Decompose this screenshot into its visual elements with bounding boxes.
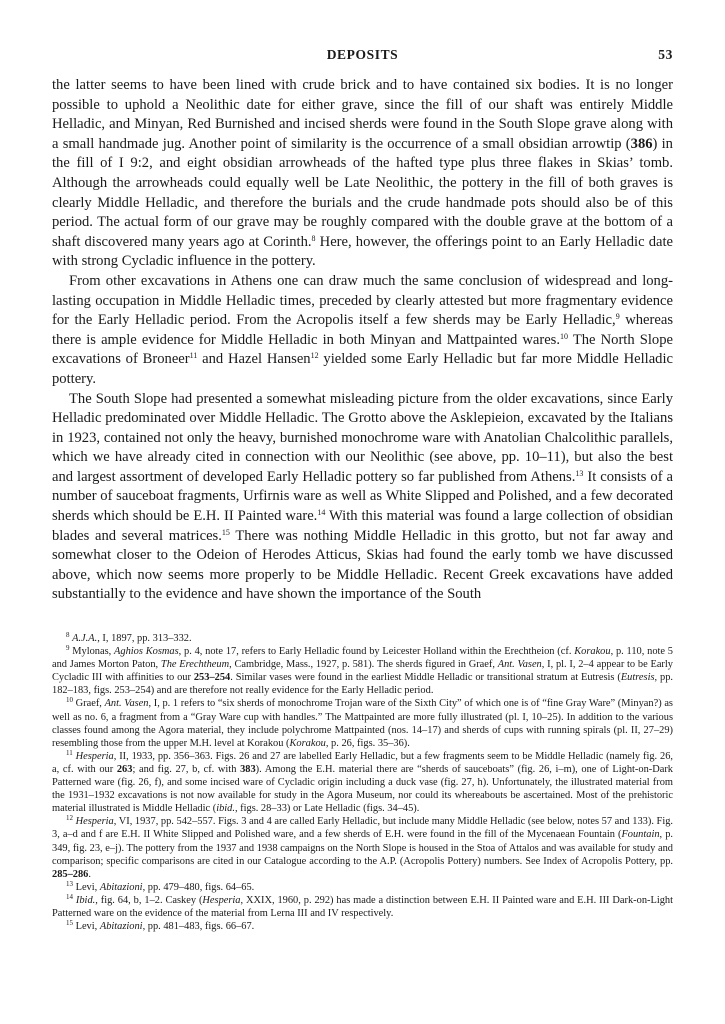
- bold-text: 263: [116, 763, 133, 775]
- text-run: , p. 110, note 5 and James Morton Paton,: [52, 646, 673, 671]
- text-run: , figs. 28–33) or Late Helladic (figs. 34–45).: [234, 803, 420, 815]
- footnote-ref: 15: [221, 527, 230, 537]
- italic-text: A.J.A.: [72, 633, 98, 644]
- text-run: , Cambridge, Mass., 1927, p. 581). The sherds figured in Graef,: [229, 659, 498, 671]
- italic-text: Fountain: [621, 829, 660, 841]
- italic-text: Aghios Kosmas: [114, 646, 179, 658]
- page-number: 53: [658, 47, 673, 62]
- footnote: [52, 632, 673, 645]
- footnote-ref: 15: [66, 919, 73, 928]
- footnote-ref: 14: [317, 508, 326, 518]
- bold-text: 383: [240, 763, 256, 775]
- footnote-ref: 11: [66, 748, 73, 757]
- italic-text: Hesperia: [75, 816, 114, 828]
- paragraph: [52, 390, 673, 606]
- italic-text: Ibid.: [75, 894, 96, 906]
- footnote-ref: 9: [66, 644, 70, 653]
- footnote: [52, 920, 673, 933]
- text-run: , pp. 481–483, figs. 66–67.: [142, 921, 255, 933]
- paragraph: [52, 272, 673, 390]
- italic-text: Korakou: [574, 646, 611, 658]
- text-run: ) in the fill of I 9:2, and eight obsidian arrowheads of the hafted type plus three flakes in Skias’ tomb. Although the arrowheads could equally well be Late Neolithic, the pottery in the fill of both graves is clearly Middle Helladic, and therefore the burials and the crude handmade pots should also be of this period. The actual form of our grave may be roughly compared with the double grave at the bottom of a shaft discovered many years ago at Corinth.: [52, 135, 673, 250]
- text-run: , XXIX, 1960, p. 292) has made a distinction between E.H. II Painted ware and E.H. III Dark-on-Light Patterned ware on the evidence of the material from Lerna III and IV respectively.: [52, 894, 673, 919]
- footnote: [52, 815, 673, 880]
- footnote: [52, 697, 673, 749]
- footnote-ref: 13: [66, 879, 73, 888]
- running-title: DEPOSITS: [326, 47, 399, 62]
- footnote: [52, 645, 673, 697]
- footnote-ref: 9: [615, 312, 620, 322]
- footnote-ref: 8: [66, 631, 70, 639]
- italic-text: Abitazioni: [99, 881, 143, 893]
- text-run: ). Among the E.H. material there are “sherds of sauceboats” (fig. 26, i–m), one of Light-on-Dark Patterned ware (fig. 26, f), and some incised ware of Cycladic origin including a duck vase (fig. 27, h). Unfortunately, the illustrated material from the 1931–1932 excavations is not now available for study in the Agora Museum, nor could its whereabouts be ascertained. Most of the prehistoric material illustrated is Middle Helladic (: [52, 763, 673, 815]
- text-run: , I, p. 1 refers to “six sherds of monochrome Trojan ware of the Sixth City” of which one is of “fine Gray Ware” (Minyan?) as well as no. 6, a fragment from a “Gray Ware cup with handles.” The Mattpainted are more fully illustrated (pl. I, 10–25). In addition to the various classes found among the Agora material, they include polychrome Mattpainted (nos. 14–17) and sherds of cups with running spirals (pl. II, 27–29) resembling those from the upper M.H. level at Korakou (: [52, 698, 673, 749]
- italic-text: Hesperia: [75, 750, 114, 762]
- text-run: It consists of a number of sauceboat fragments, Urfirnis ware as well as White Slipped and Polished, and a few decorated sherds which should be E.H. II Painted ware.: [52, 468, 673, 525]
- bold-text: 285–286: [52, 868, 89, 880]
- text-run: With this material was found a large collection of obsidian blades and several matrices.: [52, 508, 674, 544]
- footnote: [52, 894, 673, 920]
- italic-text: Ant. Vasen: [497, 659, 542, 671]
- text-run: , pp. 479–480, figs. 64–65.: [142, 881, 255, 893]
- text-run: the latter seems to have been lined with crude brick and to have contained six bodies. It is no longer possible to uphold a Neolithic date for either grave, since the fill of our shaft was entirely Middle Helladic, and Minyan, Red Burnished and incised sherds were found in the South Slope grave along with a small handmade jug. Another point of similarity is the occurrence of a small obsidian arrowtip (: [52, 77, 673, 152]
- text-run: .: [88, 868, 91, 880]
- bold-text: 386: [630, 135, 653, 152]
- footnote: [52, 881, 673, 894]
- footnotes: [52, 632, 673, 933]
- italic-text: ibid.: [216, 803, 235, 815]
- text-run: , p. 349, fig. 23, e–j). The pottery from the 1937 and 1938 campaigns on the North Slope is housed in the Stoa of Attalos and was available for study and comparison; specific comparisons are cited in our Catalogue according to the A.P. (Acropolis Pottery) numbers. See Index of Acropolis Pottery, pp.: [52, 829, 673, 867]
- text-run: Mylonas,: [69, 646, 115, 658]
- footnote-ref: 14: [66, 892, 73, 901]
- footnote: [52, 750, 673, 815]
- text-run: , p. 26, figs. 35–36).: [325, 737, 410, 749]
- text-run: There was nothing Middle Helladic in this grotto, but not far away and somewhat closer to the Odeion of Herodes Atticus, Skias had found the early tomb we have discussed above, which now seems more properly to be Middle Helladic. Recent Greek excavations have added substantially to the evidence and have shown the importance of the South: [52, 527, 674, 603]
- text-run: Levi,: [73, 881, 100, 893]
- footnote-ref: 13: [575, 468, 584, 478]
- bold-text: 253–254: [193, 672, 231, 684]
- text-run: ; and fig. 27, b, cf. with: [132, 763, 241, 775]
- text-run: Graef,: [73, 698, 105, 710]
- footnote-ref: 11: [189, 351, 198, 361]
- italic-text: Abitazioni: [99, 921, 143, 933]
- body-text: [52, 76, 673, 605]
- italic-text: Ant. Vasen: [104, 698, 149, 710]
- italic-text: Hesperia: [202, 894, 241, 906]
- italic-text: Eutresis: [620, 672, 655, 684]
- running-header: [52, 47, 673, 65]
- text-run: , I, pl. I, 2–4 appear to be Early Cycladic III with affinities to our: [52, 659, 673, 684]
- text-run: The South Slope had presented a somewhat misleading picture from the older excavations, since Early Helladic predominated over Middle Helladic. The Grotto above the Asklepieion, excavated by the Italians in 1923, contained not only the heavy, burnished monochrome ware with Anatolian Chalcolithic parallels, which we have already cited in connection with our Neolithic (see above, pp. 10–11), but also the best and largest assortment of developed Early Helladic pottery so far published from Athens.: [52, 390, 673, 485]
- text-run: and Hazel Hansen: [197, 351, 311, 368]
- text-run: . Similar vases were found in the earliest Middle Helladic or transitional stratum at Eutresis (: [230, 672, 621, 684]
- text-run: , I, 1897, pp. 313–332.: [97, 633, 192, 644]
- footnote-ref: 10: [560, 331, 569, 341]
- text-run: Levi,: [73, 921, 100, 933]
- text-run: The North Slope excavations of Broneer: [52, 331, 673, 368]
- text-run: , II, 1933, pp. 356–363. Figs. 26 and 27 are labelled Early Helladic, but a few fragments seem to be Middle Helladic (namely fig. 26, a, cf. with our: [52, 750, 674, 775]
- footnote-ref: 12: [310, 351, 319, 361]
- footnote-ref: 10: [66, 696, 73, 705]
- footnote-ref: 8: [311, 233, 316, 243]
- text-run: , p. 4, note 17, refers to Early Helladic found by Leicester Holland within the Erechtheion (cf.: [178, 646, 575, 658]
- text-run: , VI, 1937, pp. 542–557. Figs. 3 and 4 are called Early Helladic, but include many Middle Helladic (see below, notes 57 and 133). Fig. 3, a–d and f are E.H. II White Slipped and Polished ware, and a few sherds of E.H. were found in the fill of the Mycenaean Fountain (: [52, 816, 674, 841]
- paragraph: [52, 76, 673, 272]
- text-run: whereas there is ample evidence for Middle Helladic in both Minyan and Mattpainted wares.: [52, 312, 673, 348]
- italic-text: Korakou: [289, 737, 326, 749]
- text-run: yielded some Early Helladic but far more Middle Helladic pottery.: [52, 351, 673, 387]
- text-run: From other excavations in Athens one can draw much the same conclusion of widespread and long-lasting occupation in Middle Helladic times, preceded by clearly attested but more fragmentary evidence for the Early Helladic period. From the Acropolis itself a few sherds may be Early Helladic,: [52, 272, 673, 329]
- text-run: , pp. 182–183, figs. 253–254) and are therefore not really evidence for the Early Helladic period.: [52, 672, 673, 697]
- italic-text: The Erechtheum: [160, 659, 230, 671]
- text-run: , fig. 64, b, 1–2. Caskey (: [95, 894, 203, 906]
- footnote-ref: 12: [66, 814, 73, 823]
- text-run: Here, however, the offerings point to an Early Helladic date with strong Cycladic influence in the pottery.: [52, 233, 673, 270]
